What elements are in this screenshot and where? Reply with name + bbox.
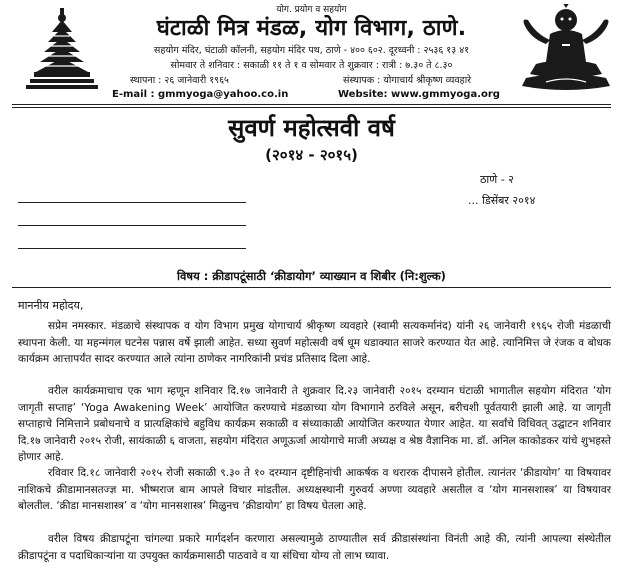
salutation: माननीय महोदय,: [18, 299, 84, 312]
address-line: सहयोग मंदिर, घंटाळी कॉलनी, सहयोग मंदिर पथ, ठाणे - ४०० ६०२. दूरध्वनी : २५३६ १३ ४१: [153, 45, 470, 56]
address-blank-line: [18, 202, 246, 203]
header-divider: [12, 104, 611, 105]
letter-date: ... डिसेंबर २०१४: [468, 194, 536, 207]
paragraph: वरील विषय क्रीडापटूंना चांगल्या प्रकारे मार्गदर्शन करणारा असल्यामुळे ठाण्यातील सर्व क्रीडासंस्थांना विनंती आहे की, त्यांनी आपल्या संस्थेतील क्रीडापटूंना व पदाधिकाऱ्यांना या उपयुक्त कार्यक्रमासाठी पाठवावे व या संधिचा योग्य तो लाभ घ्यावा.: [18, 533, 611, 562]
tagline: योग. प्रयोग व सहयोग: [276, 5, 347, 15]
page-title: सुवर्ण महोत्सवी वर्ष: [228, 114, 395, 142]
paragraph: रविवार दि.१८ जानेवारी २०१५ रोजी सकाळी ९.३० ते १० दरम्यान दृष्टीहिनांची आकर्षक व थरारक दीपासने होतील. त्यानंतर ‘क्रीडायोग’ या विषयावर नाशिकचे क्रीडामानसतज्ज्ञ मा. भीष्मराज बाम आपले विचार मांडतील. अध्यक्षस्थानी गुरुवर्य अण्णा व्यवहारे असतील व ‘योग मानसशास्त्र’ या विषयावर बोलतील. ‘क्रीडा मानसशास्त्र’ व ‘योग मानसशास्त्र’ मिळुनच ‘क्रीडायोग’ हा विषय घेतला आहे.: [18, 467, 611, 512]
place: ठाणे - २: [480, 173, 514, 186]
website-link[interactable]: Website: www.gmmyoga.org: [338, 89, 500, 100]
paragraph: सप्रेम नमस्कार. मंडळाचे संस्थापक व योग विभाग प्रमुख योगाचार्य श्रीकृष्ण व्यवहारे (स्वामी सत्यकर्मानंद) यांनी २६ जानेवारी १९६५ रोजी मंडळाची स्थापना केली. या महन्मंगल घटनेस पन्नास वर्षे झाली आहेत. सध्या सुवर्ण महोत्सवी वर्ष धूम धडाक्यात साजरे करण्यात येत आहे. त्यानिमित्त जे रंजक व बोधक कार्यक्रम आत्तापर्यंत सादर करण्यात आले त्यांना ठाणेकर नागरिकांनी प्रचंड प्रतिसाद दिला आहे.: [18, 320, 611, 365]
established-date: स्थापना : २६ जानेवारी १९६५: [130, 75, 229, 86]
header-divider-thin: [12, 107, 611, 108]
year-range: (२०१४ - २०१५): [265, 146, 358, 164]
subject-divider: [12, 287, 611, 288]
org-name: घंटाळी मित्र मंडळ, योग विभाग, ठाणे.: [156, 16, 467, 41]
address-blank-line: [18, 225, 246, 226]
paragraph: वरील कार्यक्रमाचाच एक भाग म्हणून शनिवार दि.१७ जानेवारी ते शुक्रवार दि.२३ जानेवारी २०१५ दरम्यान घंटाळी भागातील सहयोग मंदिरात ‘योग जागृती सप्ताह’ ‘Yoga Awakening Week’ आयोजित करण्याचे मंडळाच्या योग विभागाने ठरविले असून, बरीचशी पूर्वतयारी झाली आहे. या जागृती सप्ताहाचे निमित्ताने प्रबोधनाचे व प्रात्यक्षिकांचे बहुविध कार्यक्रम सकाळी व संध्याकाळी आयोजित करण्यात येणार आहेत. या सर्वांचे विधिवत् उद्घाटन शनिवार दि.१७ जानेवारी २०१५ रोजी, सायंकाळी ६ वाजता, सहयोग मंदिरात अणूऊर्जा आयोगाचे माजी अध्यक्ष व श्रेष्ठ वैज्ञानिक मा. डॉ. अनिल काकोडकर यांचे शुभहस्ते होणार आहे.: [18, 385, 611, 463]
subject-line: विषय : क्रीडापटूंसाठी ‘क्रीडायोग’ व्याख्यान व शिबीर (नि:शुल्क): [177, 269, 446, 283]
timings-line: सोमवार ते शनिवार : सकाळी ११ ते १ व सोमवार ते शुक्रवार : रात्री : ७.३० ते ८.३०: [170, 60, 453, 71]
founder-line: संस्थापक : योगाचार्य श्रीकृष्ण व्यवहारे: [343, 75, 472, 86]
email-link[interactable]: E-mail : gmmyoga@yahoo.co.in: [112, 89, 289, 100]
address-blank-line: [18, 248, 246, 249]
